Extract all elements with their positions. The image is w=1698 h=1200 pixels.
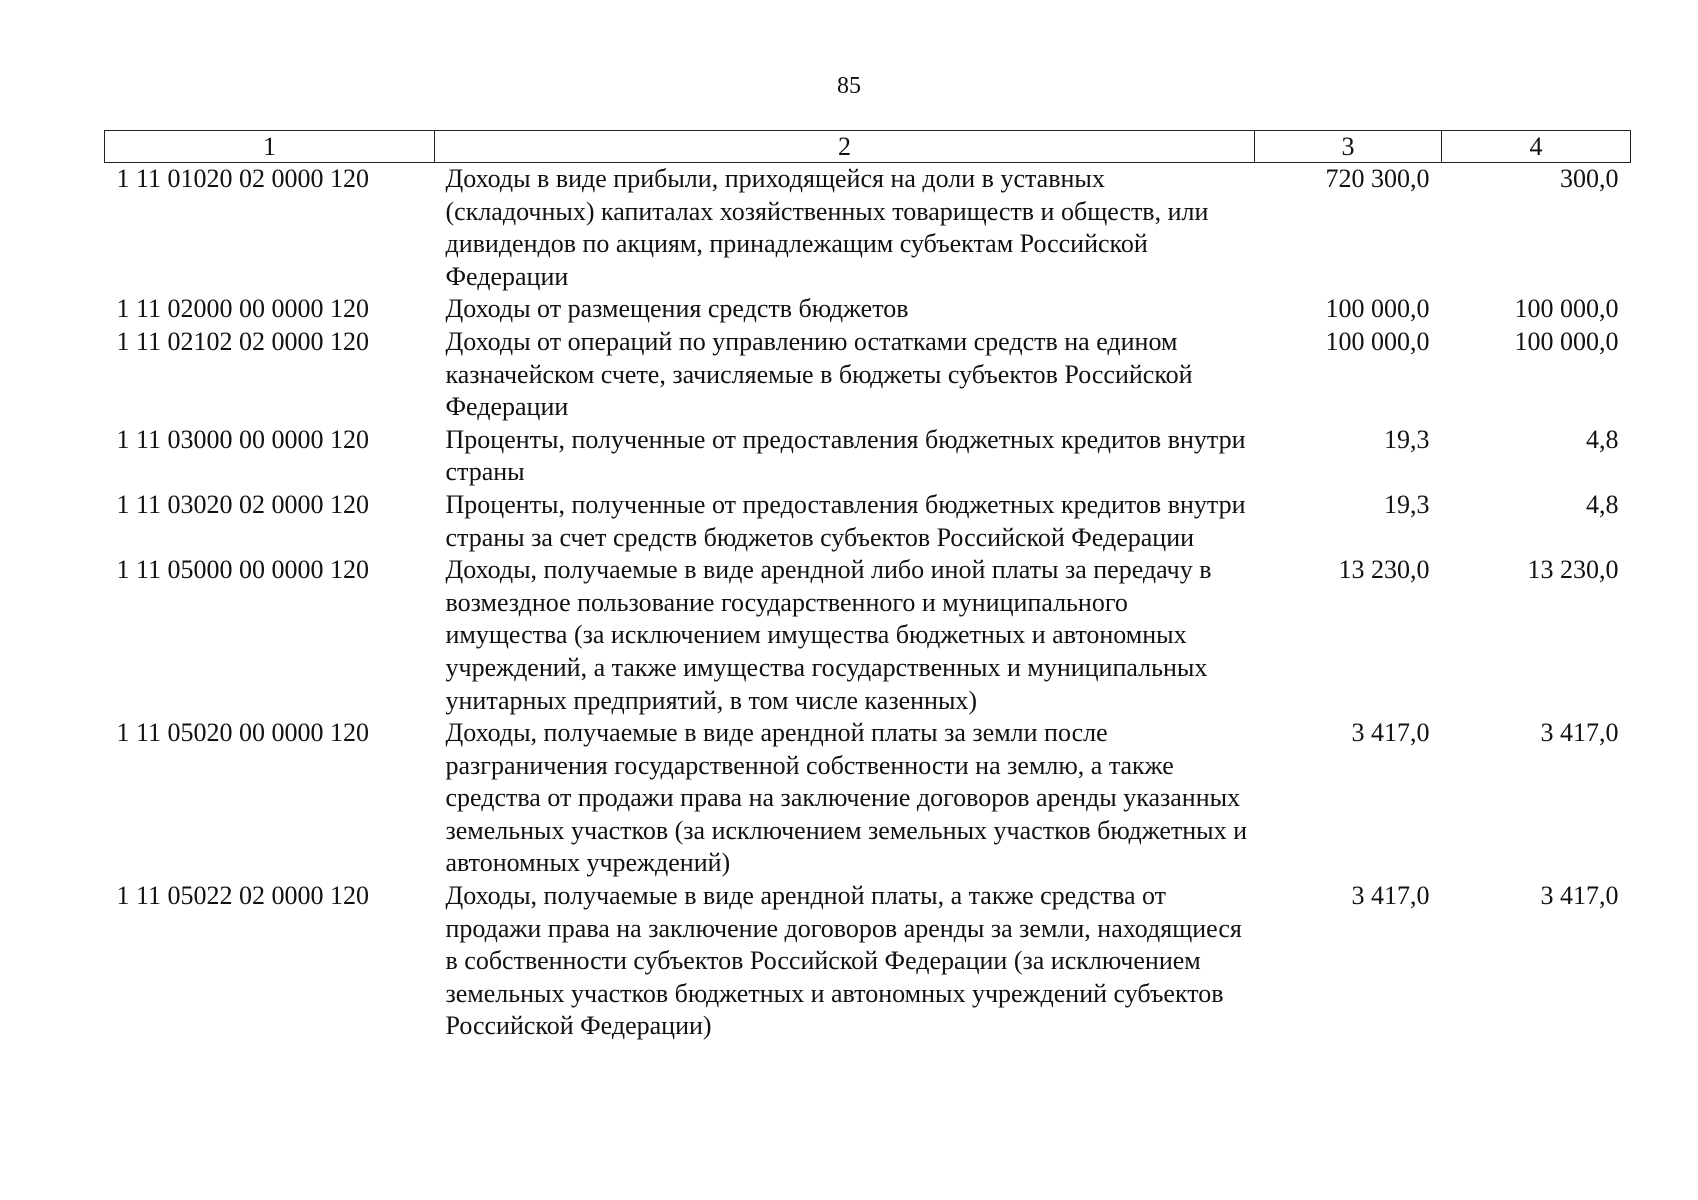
header-row <box>105 131 1631 163</box>
row-description: Доходы, получаемые в виде арендной либо иной платы за передачу в возмездное пользование государственного и муниципального имущества (за исключением имущества бюджетных и автономных учреждений, а также имущества государственных и муниципальных унитарных предприятий, в том числе казенных) <box>445 555 1212 715</box>
header-cell-4: 4 <box>1442 131 1631 163</box>
table-row <box>105 293 1631 326</box>
row-value-col4: 100 000,0 <box>1514 294 1619 324</box>
table-row <box>105 717 1631 880</box>
row-code: 1 11 01020 02 0000 120 <box>116 164 370 193</box>
row-description: Доходы от операций по управлению остатками средств на едином казначейском счете, зачисляемые в бюджеты субъектов Российской Федерации <box>445 326 1193 422</box>
row-value-col4: 13 230,0 <box>1527 555 1619 585</box>
row-value-col4: 3 417,0 <box>1540 881 1619 911</box>
row-value-col4: 4,8 <box>1586 424 1619 454</box>
row-value-col4: 3 417,0 <box>1540 718 1619 748</box>
row-description: Доходы в виде прибыли, приходящейся на доли в уставных (складочных) капиталах хозяйственных товариществ и обществ, или дивидендов по акциям, принадлежащим субъектам Российской Федерации <box>445 164 1209 291</box>
table-row <box>105 424 1631 489</box>
row-value-col4: 100 000,0 <box>1514 326 1619 356</box>
header-cell-2: 2 <box>435 131 1255 163</box>
row-code: 1 11 02000 00 0000 120 <box>116 294 370 324</box>
page-number: 85 <box>837 73 861 99</box>
row-value-col3: 3 417,0 <box>1351 718 1430 748</box>
table-row <box>105 163 1631 294</box>
table-row <box>105 554 1631 717</box>
row-value-col3: 100 000,0 <box>1325 294 1430 324</box>
table-row <box>105 489 1631 554</box>
row-value-col4: 300,0 <box>1560 164 1619 193</box>
header-cell-1: 1 <box>105 131 435 163</box>
row-value-col3: 19,3 <box>1384 489 1430 519</box>
budget-revenue-table <box>104 130 1631 1043</box>
row-code: 1 11 05000 00 0000 120 <box>116 555 370 585</box>
table-row <box>105 326 1631 424</box>
row-value-col3: 19,3 <box>1384 424 1430 454</box>
row-code: 1 11 05022 02 0000 120 <box>116 881 370 911</box>
row-description: Проценты, полученные от предоставления бюджетных кредитов внутри страны за счет средств бюджетов субъектов Российской Федерации <box>445 489 1246 552</box>
row-value-col3: 3 417,0 <box>1351 881 1430 911</box>
row-value-col3: 13 230,0 <box>1338 555 1430 585</box>
row-description: Доходы, получаемые в виде арендной платы, а также средства от продажи права на заключение договоров аренды за земли, находящиеся в собственности субъектов Российской Федерации (за исключением земельных участков бюджетных и автономных учреждений субъектов Российской Федерации) <box>445 881 1242 1041</box>
row-code: 1 11 02102 02 0000 120 <box>116 326 370 356</box>
table-header <box>105 131 1631 163</box>
table-body <box>105 163 1631 1044</box>
row-value-col3: 100 000,0 <box>1325 326 1430 356</box>
row-description: Доходы от размещения средств бюджетов <box>445 294 909 324</box>
table-row <box>105 880 1631 1043</box>
header-cell-3: 3 <box>1255 131 1442 163</box>
row-code: 1 11 03000 00 0000 120 <box>116 424 370 454</box>
row-code: 1 11 03020 02 0000 120 <box>116 489 370 519</box>
row-description: Доходы, получаемые в виде арендной платы за земли после разграничения государственной собственности на землю, а также средства от продажи права на заключение договоров аренды указанных земельных участков (за исключением земельных участков бюджетных и автономных учреждений) <box>445 718 1248 878</box>
row-value-col3: 720 300,0 <box>1325 164 1430 193</box>
row-code: 1 11 05020 00 0000 120 <box>116 718 370 748</box>
row-description: Проценты, полученные от предоставления бюджетных кредитов внутри страны <box>445 424 1246 487</box>
row-value-col4: 4,8 <box>1586 489 1619 519</box>
